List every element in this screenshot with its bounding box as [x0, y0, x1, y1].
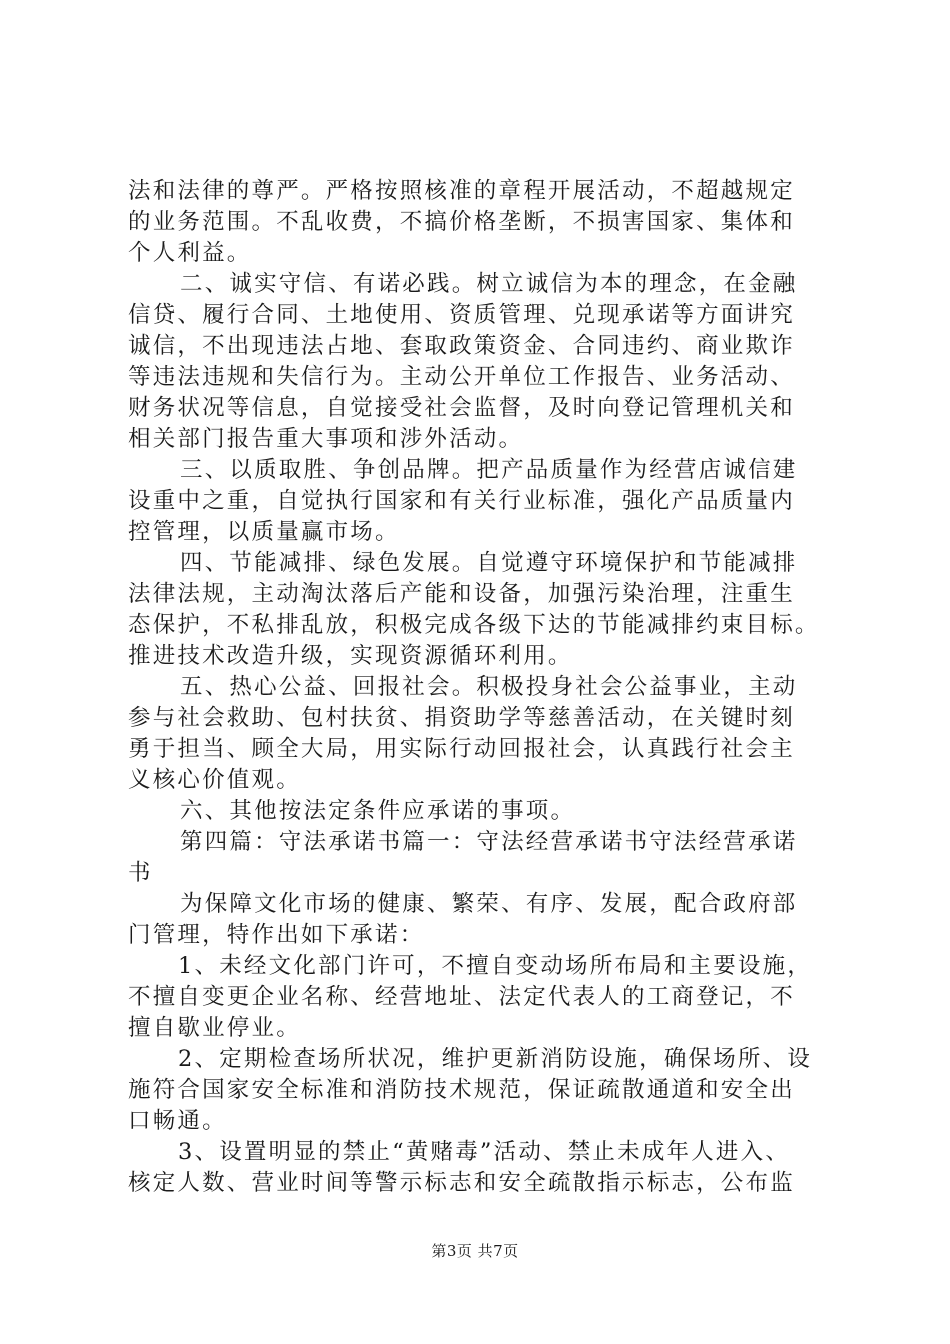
text-line: 第四篇：守法承诺书篇一：守法经营承诺书守法经营承诺 — [180, 829, 798, 855]
text-line: 二、诚实守信、有诺必践。树立诚信为本的理念，在金融 — [180, 271, 798, 297]
text-line: 3、设置明显的禁止“黄赌毒”活动、禁止未成年人进入、 — [178, 1139, 791, 1165]
text-line: 书 — [128, 860, 153, 886]
text-line: 擅自歇业停业。 — [128, 1015, 301, 1041]
text-line: 五、热心公益、回报社会。积极投身社会公益事业，主动 — [180, 674, 798, 700]
text-line: 参与社会救助、包村扶贫、捐资助学等慈善活动，在关键时刻 — [128, 705, 795, 731]
text-line: 三、以质取胜、争创品牌。把产品质量作为经营店诚信建 — [180, 457, 798, 483]
text-line: 不擅自变更企业名称、经营地址、法定代表人的工商登记，不 — [128, 984, 795, 1010]
text-line: 2、定期检查场所状况，维护更新消防设施，确保场所、设 — [178, 1046, 813, 1072]
text-line: 法和法律的尊严。严格按照核准的章程开展活动，不超越规定 — [128, 178, 795, 204]
text-line: 门管理，特作出如下承诺： — [128, 922, 425, 948]
text-line: 推进技术改造升级，实现资源循环利用。 — [128, 643, 573, 669]
page-footer: 第3页 共7页 — [431, 1242, 519, 1260]
text-line: 设重中之重，自觉执行国家和有关行业标准，强化产品质量内 — [128, 488, 795, 514]
text-line: 个人利益。 — [128, 240, 252, 266]
text-line: 施符合国家安全标准和消防技术规范，保证疏散通道和安全出 — [128, 1077, 795, 1103]
text-line: 态保护，不私排乱放，积极完成各级下达的节能减排约束目标。 — [128, 612, 820, 638]
text-line: 信贷、履行合同、土地使用、资质管理、兑现承诺等方面讲究 — [128, 302, 795, 328]
text-line: 财务状况等信息，自觉接受社会监督，及时向登记管理机关和 — [128, 395, 795, 421]
text-line: 控管理，以质量赢市场。 — [128, 519, 400, 545]
text-line: 勇于担当、顾全大局，用实际行动回报社会，认真践行社会主 — [128, 736, 795, 762]
text-line: 核定人数、营业时间等警示标志和安全疏散指示标志，公布监 — [128, 1170, 795, 1196]
text-line: 相关部门报告重大事项和涉外活动。 — [128, 426, 524, 452]
text-line: 为保障文化市场的健康、繁荣、有序、发展，配合政府部 — [180, 891, 798, 917]
text-line: 等违法违规和失信行为。主动公开单位工作报告、业务活动、 — [128, 364, 795, 390]
text-line: 四、节能减排、绿色发展。自觉遵守环境保护和节能减排 — [180, 550, 798, 576]
text-line: 义核心价值观。 — [128, 767, 301, 793]
text-line: 口畅通。 — [128, 1108, 227, 1134]
text-line: 诚信，不出现违法占地、套取政策资金、合同违约、商业欺诈 — [128, 333, 795, 359]
text-line: 法律法规，主动淘汰落后产能和设备，加强污染治理，注重生 — [128, 581, 795, 607]
text-line: 的业务范围。不乱收费，不搞价格垄断，不损害国家、集体和 — [128, 209, 795, 235]
text-line: 六、其他按法定条件应承诺的事项。 — [180, 798, 576, 824]
text-line: 1、未经文化部门许可，不擅自变动场所布局和主要设施， — [178, 953, 813, 979]
